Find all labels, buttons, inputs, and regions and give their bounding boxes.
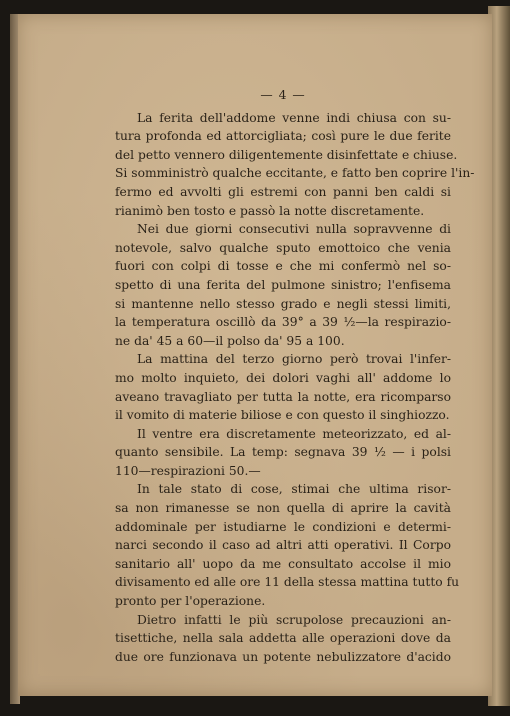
text-line: ne da' 45 a 60—il polso da' 95 a 100. bbox=[115, 333, 345, 348]
text-line: sa non rimanesse se non quella di aprire la cavità bbox=[115, 501, 451, 516]
text-line: due ore funzionava un potente nebulizzatore d'acido bbox=[115, 649, 451, 664]
text-line: La mattina del terzo giorno però trovai l'infer- bbox=[137, 352, 451, 367]
text-line: sanitario all' uopo da me consultato accolse il mio bbox=[115, 556, 451, 571]
page-number: — 4 — bbox=[260, 88, 306, 102]
text-line: la temperatura oscillò da 39° a 39 ½—la respirazio- bbox=[115, 315, 451, 330]
text-line: Nei due giorni consecutivi nulla sopravvenne di bbox=[137, 222, 451, 237]
text-line: narci secondo il caso ad altri atti operativi. Il Corpo bbox=[115, 538, 451, 553]
text-line: il vomito di materie biliose e con questo il singhiozzo. bbox=[115, 408, 450, 423]
text-line: Il ventre era discretamente meteorizzato, ed al- bbox=[137, 426, 451, 441]
text-line: pronto per l'operazione. bbox=[115, 594, 266, 609]
text-line: aveano travagliato per tutta la notte, era ricomparso bbox=[115, 389, 451, 404]
text-line: si mantenne nello stesso grado e negli stessi limiti, bbox=[115, 296, 451, 311]
text-line: del petto vennero diligentemente disinfettate e chiuse. bbox=[115, 147, 458, 162]
text-line: quanto sensibile. La temp: segnava 39 ½ — i polsi bbox=[115, 445, 451, 460]
text-line: mo molto inquieto, dei dolori vaghi all' addome lo bbox=[115, 370, 451, 385]
text-line: In tale stato di cose, stimai che ultima risor- bbox=[137, 482, 451, 497]
text-line: Si somministrò qualche eccitante, e fatto ben coprire l'in- bbox=[115, 166, 475, 181]
text-line: 110—respirazioni 50.— bbox=[115, 463, 261, 478]
text-line: La ferita dell'addome venne indi chiusa con su- bbox=[137, 110, 451, 125]
text-line: Dietro infatti le più scrupolose precauzioni an- bbox=[137, 612, 451, 627]
text-line: notevole, salvo qualche sputo emottoico che venia bbox=[115, 240, 451, 255]
text-line: spetto di una ferita del pulmone sinistro; l'enfisema bbox=[115, 277, 451, 292]
text-line: tura profonda ed attorcigliata; così pure le due ferite bbox=[115, 129, 451, 144]
text-line: fuori con colpi di tosse e che mi confermò nel so- bbox=[115, 259, 451, 274]
text-line: rianimò ben tosto e passò la notte discretamente. bbox=[115, 203, 425, 218]
page-text bbox=[115, 86, 475, 666]
text-line: addominale per istudiarne le condizioni e determi- bbox=[115, 519, 451, 534]
text-line: divisamento ed alle ore 11 della stessa mattina tutto fu bbox=[115, 575, 460, 590]
text-line: tisettiche, nella sala addetta alle operazioni dove da bbox=[115, 631, 451, 646]
text-line: fermo ed avvolti gli estremi con panni ben caldi si bbox=[115, 184, 451, 199]
